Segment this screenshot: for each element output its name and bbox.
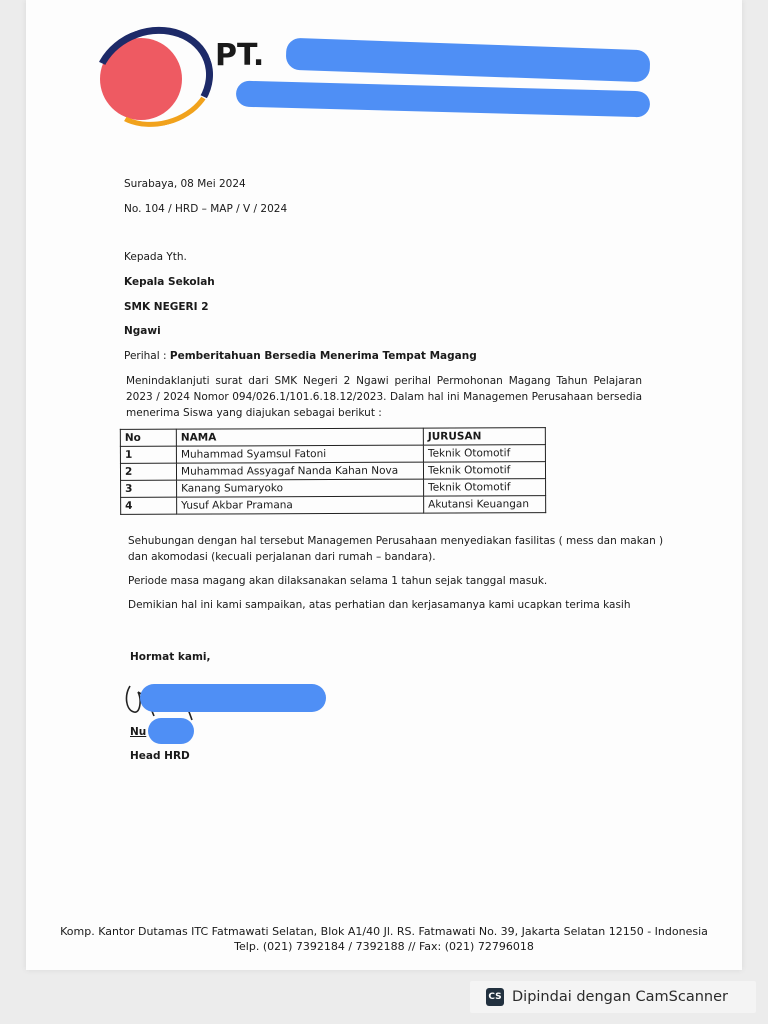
cell-no: 1 — [120, 446, 176, 463]
table-row — [120, 445, 545, 464]
cell-nama: Kanang Sumaryoko — [177, 479, 424, 497]
company-name-prefix: PT. — [215, 38, 265, 73]
cell-no: 2 — [120, 463, 176, 480]
recipient-city: Ngawi — [124, 325, 161, 337]
facilities-line-1: Sehubungan dengan hal tersebut Managemen Perusahaan menyediakan fasilitas ( mess dan makan ) — [128, 535, 664, 547]
subject-label: Perihal : — [124, 350, 170, 362]
cell-no: 4 — [121, 497, 177, 514]
footer-contact: Telp. (021) 7392184 / 7392188 // Fax: (021) 72796018 — [234, 940, 534, 953]
cell-jurusan: Teknik Otomotif — [423, 462, 545, 480]
camscanner-icon: CS — [486, 988, 504, 1006]
header-no: No — [120, 429, 176, 446]
recipient-title: Kepala Sekolah — [124, 276, 215, 288]
table-row — [121, 479, 546, 498]
signer-position: Head HRD — [130, 750, 190, 762]
cell-no: 3 — [121, 480, 177, 497]
footer-address: Komp. Kantor Dutamas ITC Fatmawati Selatan, Blok A1/40 Jl. RS. Fatmawati No. 39, Jakarta Selatan 12150 - Indonesia — [60, 925, 708, 938]
letter-date: Surabaya, 08 Mei 2024 — [124, 178, 246, 190]
internship-period: Periode masa magang akan dilaksanakan selama 1 tahun sejak tanggal masuk. — [128, 575, 548, 587]
header-jurusan: JURUSAN — [423, 428, 545, 446]
subject-text: Pemberitahuan Bersedia Menerima Tempat Magang — [169, 350, 477, 362]
camscanner-label: Dipindai dengan CamScanner — [512, 989, 729, 1005]
redacted-signature — [140, 684, 326, 712]
recipient-salutation: Kepada Yth. — [124, 251, 187, 263]
cell-jurusan: Teknik Otomotif — [424, 479, 546, 497]
redacted-signer-name — [148, 718, 194, 744]
table-header-row — [120, 428, 545, 447]
recipient-school: SMK NEGERI 2 — [124, 301, 209, 313]
cell-nama: Muhammad Assyagaf Nanda Kahan Nova — [176, 462, 423, 480]
closing-paragraph: Demikian hal ini kami sampaikan, atas perhatian dan kerjasamanya kami ucapkan terima kasih — [128, 599, 631, 611]
camscanner-badge — [470, 981, 756, 1013]
cell-nama: Muhammad Syamsul Fatoni — [176, 445, 423, 463]
cell-jurusan: Teknik Otomotif — [423, 445, 545, 463]
intro-paragraph: Menindaklanjuti surat dari SMK Negeri 2 Ngawi perihal Permohonan Magang Tahun Pelajaran 2023 / 2024 Nomor 094/026.1/101.6.18.12/2023. Dalam hal ini Managemen Perusahaan bersedia menerima Siswa yang diajukan sebagai berikut : — [126, 375, 642, 419]
closing-salutation: Hormat kami, — [130, 651, 211, 663]
table-row — [121, 496, 546, 515]
signer-name: Nu — [130, 726, 147, 738]
table-row — [120, 462, 545, 481]
header-nama: NAMA — [176, 428, 423, 446]
cell-nama: Yusuf Akbar Pramana — [177, 496, 424, 514]
student-table — [120, 427, 546, 515]
letter-number: No. 104 / HRD – MAP / V / 2024 — [124, 203, 288, 215]
facilities-line-2: dan akomodasi (kecuali perjalanan dari rumah – bandara). — [128, 551, 436, 563]
letter-subject — [124, 350, 477, 362]
cell-jurusan: Akutansi Keuangan — [424, 496, 546, 514]
